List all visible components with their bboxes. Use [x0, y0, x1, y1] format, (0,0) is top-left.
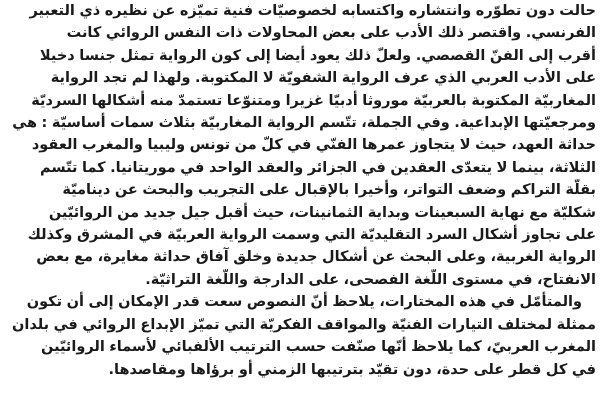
text-line: الثلاثة، بينما لا يتعدّى العقدين في الجزائر والعقد الواحد في موريتانيا. كما تتّسم	[39, 159, 596, 176]
text-line: أقرب إلى الفنّ القصصي. ولعلّ ذلك يعود أيضا إلى كون الرواية تمثل جنسا دخيلا	[39, 47, 596, 64]
paragraph-1	[4, 0, 596, 291]
text-line: ممثلة لمختلف التيارات الفنيّة والمواقف الفكريّة التي تميّز الإبداع الروائي في بلدان	[11, 316, 596, 333]
text-line: على الأدب العربي الذي عرف الرواية الشفويّة لا المكتوبة. ولهذا لم تجد الرواية	[50, 70, 596, 87]
paragraph-2	[4, 291, 596, 381]
text-line: بقلّة التراكم وضعف التواتر، وأخيرا بالإقبال على التجريب والبحث عن ديناميّة	[62, 182, 596, 199]
text-line: ومرجعيّتها الإبداعية. وفي الجملة، تتّسم الرواية المغاربيّة بثلاث سمات أساسيّة : هي	[12, 115, 596, 132]
text-line: حداثة العهد، حيث لا يتجاوز عمرها الفنّي في كلّ من تونس وليبيا والمغرب العقود	[31, 137, 596, 154]
text-line: الانفتاح، في مستوى اللّغة الفصحى، على الدارجة واللّغة التراثيّة.	[145, 271, 596, 288]
text-line: المغرب العربيّ، كما يلاحظ أنّها صنّفت حسب الترتيب الألفبائي لأسماء الروائيّين	[41, 339, 596, 356]
text-line: على تجاوز أشكال السرد التقليديّة التي وسمت الرواية العربيّة في المشرق وكذلك	[27, 227, 596, 244]
text-line: في كل قطر على حدة، دون تقيّد بترتيبها الزمني أو برؤاها ومقاصدها.	[108, 361, 596, 378]
text-line: حالت دون تطوّره وانتشاره واكتسابه لخصوصيّات فنية تميّزه عن نظيره ذي التعبير	[29, 3, 596, 19]
text-line: الرواية الغربية، وعلى البحث عن أشكال جديدة وخلق آفاق حداثة مغايرة، مع بعض	[36, 249, 596, 266]
text-line: والمتأمّل في هذه المختارات، يلاحظ أنّ النصوص سعت قدر الإمكان إلى أن تكون	[26, 294, 582, 311]
text-line: الفرنسي. واقتصر ذلك الأدب على بعض المحاولات ذات النفس الروائي كانت	[66, 25, 596, 42]
text-line: المغاربيّة المكتوبة بالعربيّة موروثا أدبيّا غزيرا ومتنوّعا تستمدّ منه أشكالها السرديّة	[31, 92, 596, 109]
text-line: شكليّة مع نهاية السبعينات وبداية الثمانينات، حيث أقبل جيل جديد من الروائيّين	[48, 204, 596, 221]
